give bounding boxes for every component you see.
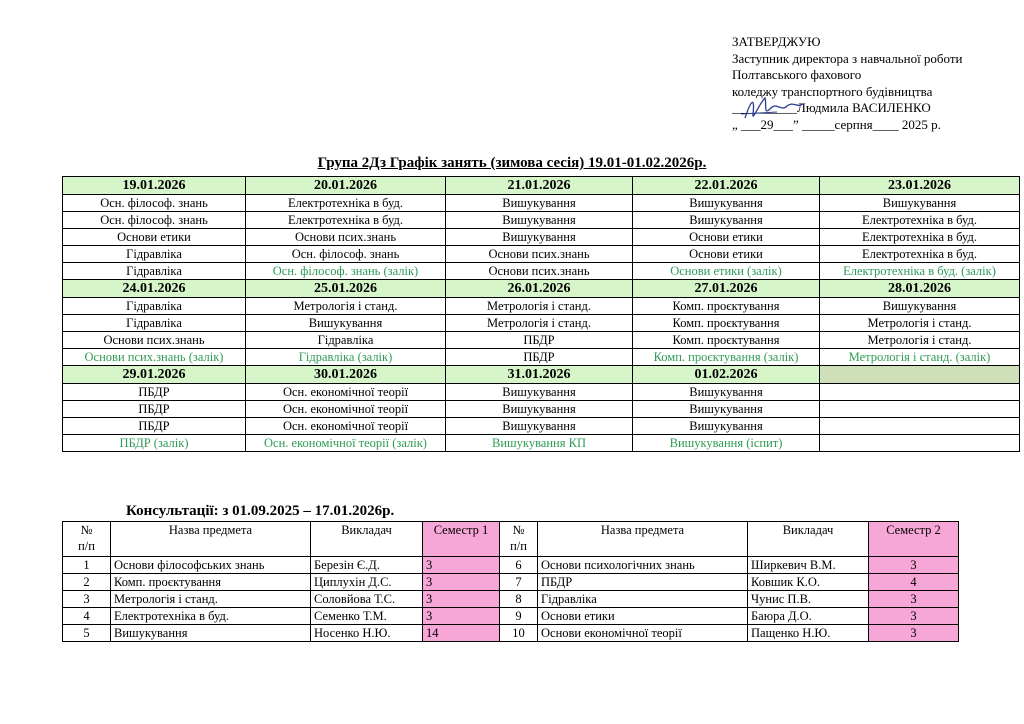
lesson-cell: ПБДР [446, 349, 633, 366]
lesson-cell: Вишукування (іспит) [633, 435, 820, 452]
teacher-name: Соловйова Т.С. [311, 591, 423, 608]
subject-name: ПБДР [538, 574, 748, 591]
lesson-cell: Основи псих.знань [446, 246, 633, 263]
col-num: № п/п [63, 522, 111, 557]
date-cell: 29.01.2026 [63, 366, 246, 384]
teacher-name: Носенко Н.Ю. [311, 625, 423, 642]
lesson-row [63, 263, 1020, 280]
subject-name: Основи філософських знань [111, 557, 311, 574]
lesson-cell: Гідравліка [63, 298, 246, 315]
lesson-cell: Основи етики [633, 229, 820, 246]
lesson-cell: Гідравліка [63, 263, 246, 280]
date-cell: 30.01.2026 [246, 366, 446, 384]
lesson-cell: Основи етики (залік) [633, 263, 820, 280]
row-number: 8 [500, 591, 538, 608]
lesson-cell: Основи псих.знань [246, 229, 446, 246]
lesson-cell: Гідравліка (залік) [246, 349, 446, 366]
lesson-row [63, 349, 1020, 366]
lesson-cell: Комп. проєктування [633, 332, 820, 349]
lesson-row [63, 401, 1020, 418]
date-cell: 27.01.2026 [633, 280, 820, 298]
date-cell [820, 366, 1020, 384]
lesson-cell: Електротехніка в буд. [820, 229, 1020, 246]
subject-name: Комп. проєктування [111, 574, 311, 591]
subject-name: Основи етики [538, 608, 748, 625]
consultation-row [63, 608, 959, 625]
lesson-cell: ПБДР [63, 384, 246, 401]
teacher-name: Ширкевич В.М. [748, 557, 869, 574]
dates-row-week3 [63, 366, 1020, 384]
lesson-cell: Осн. філософ. знань [246, 246, 446, 263]
col-semester-2: Семестр 2 [869, 522, 959, 557]
teacher-name: Пащенко Н.Ю. [748, 625, 869, 642]
lesson-cell: Метрологія і станд. [820, 332, 1020, 349]
lesson-cell: Осн. економічної теорії [246, 384, 446, 401]
lesson-cell: Комп. проєктування (залік) [633, 349, 820, 366]
lesson-row [63, 212, 1020, 229]
lesson-cell: Метрологія і станд. [246, 298, 446, 315]
lesson-cell: Електротехніка в буд. [246, 212, 446, 229]
semester-value: 3 [869, 625, 959, 642]
lesson-cell: Осн. економічної теорії (залік) [246, 435, 446, 452]
lesson-cell: Вишукування [633, 195, 820, 212]
schedule-table [62, 176, 1020, 452]
col-subject-2: Назва предмета [538, 522, 748, 557]
date-cell: 26.01.2026 [446, 280, 633, 298]
approval-org-2: коледжу транспортного будівництва [732, 83, 933, 99]
consultations-title: Консультації: з 01.09.2025 – 17.01.2026р. [126, 503, 395, 519]
lesson-cell: Електротехніка в буд. [820, 212, 1020, 229]
semester-value: 3 [423, 591, 500, 608]
lesson-cell: Комп. проєктування [633, 298, 820, 315]
col-semester-1: Семестр 1 [423, 522, 500, 557]
approval-block [732, 34, 963, 133]
consultations-table [62, 521, 959, 642]
teacher-name: Циплухін Д.С. [311, 574, 423, 591]
lesson-cell: Метрологія і станд. [446, 315, 633, 332]
row-number: 9 [500, 608, 538, 625]
approval-date: „ ___29___” _____серпня____ 2025 р. [732, 116, 941, 132]
lesson-cell: Метрологія і станд. (залік) [820, 349, 1020, 366]
date-cell: 20.01.2026 [246, 177, 446, 195]
col-subject: Назва предмета [111, 522, 311, 557]
row-number: 10 [500, 625, 538, 642]
consultation-row [63, 625, 959, 642]
lesson-cell: Метрологія і станд. [820, 315, 1020, 332]
lesson-cell: Гідравліка [63, 246, 246, 263]
lesson-cell: Вишукування [446, 195, 633, 212]
lesson-cell: Вишукування [633, 384, 820, 401]
lesson-cell: Осн. філософ. знань [63, 212, 246, 229]
lesson-cell: Вишукування [633, 418, 820, 435]
lesson-cell: Основи псих.знань [446, 263, 633, 280]
signer-name: Людмила ВАСИЛЕНКО [797, 100, 931, 115]
dates-row-week1 [63, 177, 1020, 195]
col-teacher-2: Викладач [748, 522, 869, 557]
lesson-row [63, 229, 1020, 246]
semester-value: 3 [869, 608, 959, 625]
row-number: 3 [63, 591, 111, 608]
lesson-cell: Метрологія і станд. [446, 298, 633, 315]
lesson-cell: ПБДР [63, 401, 246, 418]
subject-name: Основи психологічних знань [538, 557, 748, 574]
date-cell: 19.01.2026 [63, 177, 246, 195]
semester-value: 3 [423, 574, 500, 591]
semester-value: 3 [869, 557, 959, 574]
lesson-row [63, 384, 1020, 401]
lesson-cell: Вишукування [633, 212, 820, 229]
semester-value: 3 [423, 608, 500, 625]
row-number: 4 [63, 608, 111, 625]
lesson-row [63, 418, 1020, 435]
lesson-cell: Комп. проєктування [633, 315, 820, 332]
dates-row-week2 [63, 280, 1020, 298]
lesson-cell: Основи псих.знань (залік) [63, 349, 246, 366]
date-cell: 25.01.2026 [246, 280, 446, 298]
date-cell: 31.01.2026 [446, 366, 633, 384]
lesson-cell: Основи етики [633, 246, 820, 263]
consultation-row [63, 591, 959, 608]
lesson-cell: Вишукування КП [446, 435, 633, 452]
col-teacher: Викладач [311, 522, 423, 557]
date-cell: 01.02.2026 [633, 366, 820, 384]
lesson-cell: Вишукування [446, 418, 633, 435]
row-number: 6 [500, 557, 538, 574]
lesson-row [63, 332, 1020, 349]
row-number: 1 [63, 557, 111, 574]
lesson-cell: Осн. філософ. знань [63, 195, 246, 212]
teacher-name: Семенко Т.М. [311, 608, 423, 625]
subject-name: Електротехніка в буд. [111, 608, 311, 625]
lesson-cell: Вишукування [820, 195, 1020, 212]
date-cell: 23.01.2026 [820, 177, 1020, 195]
lesson-cell: Електротехніка в буд. [246, 195, 446, 212]
consultation-row [63, 574, 959, 591]
date-cell: 24.01.2026 [63, 280, 246, 298]
lesson-cell: Електротехніка в буд. (залік) [820, 263, 1020, 280]
lesson-cell: Осн. економічної теорії [246, 418, 446, 435]
date-cell: 28.01.2026 [820, 280, 1020, 298]
row-number: 5 [63, 625, 111, 642]
col-num-2: № п/п [500, 522, 538, 557]
semester-value: 14 [423, 625, 500, 642]
semester-value: 3 [423, 557, 500, 574]
row-number: 7 [500, 574, 538, 591]
lesson-cell: Вишукування [446, 212, 633, 229]
lesson-cell: Вишукування [446, 384, 633, 401]
lesson-cell: Вишукування [633, 401, 820, 418]
lesson-cell: Електротехніка в буд. [820, 246, 1020, 263]
date-cell: 22.01.2026 [633, 177, 820, 195]
subject-name: Вишукування [111, 625, 311, 642]
row-number: 2 [63, 574, 111, 591]
approval-position: Заступник директора з навчальної роботи [732, 50, 963, 66]
lesson-row [63, 195, 1020, 212]
lesson-row [63, 298, 1020, 315]
lesson-cell: ПБДР [63, 418, 246, 435]
lesson-cell [820, 418, 1020, 435]
consultations-header [63, 522, 959, 557]
lesson-cell: Вишукування [246, 315, 446, 332]
lesson-cell: Осн. філософ. знань (залік) [246, 263, 446, 280]
subject-name: Метрологія і станд. [111, 591, 311, 608]
teacher-name: Чунис П.В. [748, 591, 869, 608]
lesson-cell: Гідравліка [246, 332, 446, 349]
teacher-name: Баюра Д.О. [748, 608, 869, 625]
lesson-row [63, 435, 1020, 452]
lesson-cell: ПБДР (залік) [63, 435, 246, 452]
lesson-cell: Вишукування [446, 401, 633, 418]
lesson-cell: Гідравліка [63, 315, 246, 332]
lesson-cell [820, 435, 1020, 452]
lesson-cell [820, 384, 1020, 401]
lesson-row [63, 315, 1020, 332]
lesson-cell: Основи етики [63, 229, 246, 246]
date-cell: 21.01.2026 [446, 177, 633, 195]
teacher-name: Ковшик К.О. [748, 574, 869, 591]
teacher-name: Березін Є.Д. [311, 557, 423, 574]
lesson-cell: Осн. економічної теорії [246, 401, 446, 418]
lesson-cell: Вишукування [820, 298, 1020, 315]
lesson-cell: Основи псих.знань [63, 332, 246, 349]
consultation-row [63, 557, 959, 574]
lesson-cell: Вишукування [446, 229, 633, 246]
lesson-cell: ПБДР [446, 332, 633, 349]
subject-name: Основи економічної теорії [538, 625, 748, 642]
semester-value: 3 [869, 591, 959, 608]
signature-line: __________Людмила ВАСИЛЕНКО [732, 100, 963, 117]
handwritten-signature [737, 92, 807, 126]
lesson-cell [820, 401, 1020, 418]
subject-name: Гідравліка [538, 591, 748, 608]
schedule-title: Група 2Дз Графік занять (зимова сесія) 19.01-01.02.2026р. [317, 155, 707, 171]
semester-value: 4 [869, 574, 959, 591]
approval-heading: ЗАТВЕРДЖУЮ [732, 34, 821, 49]
lesson-row [63, 246, 1020, 263]
approval-org-1: Полтавського фахового [732, 67, 862, 82]
